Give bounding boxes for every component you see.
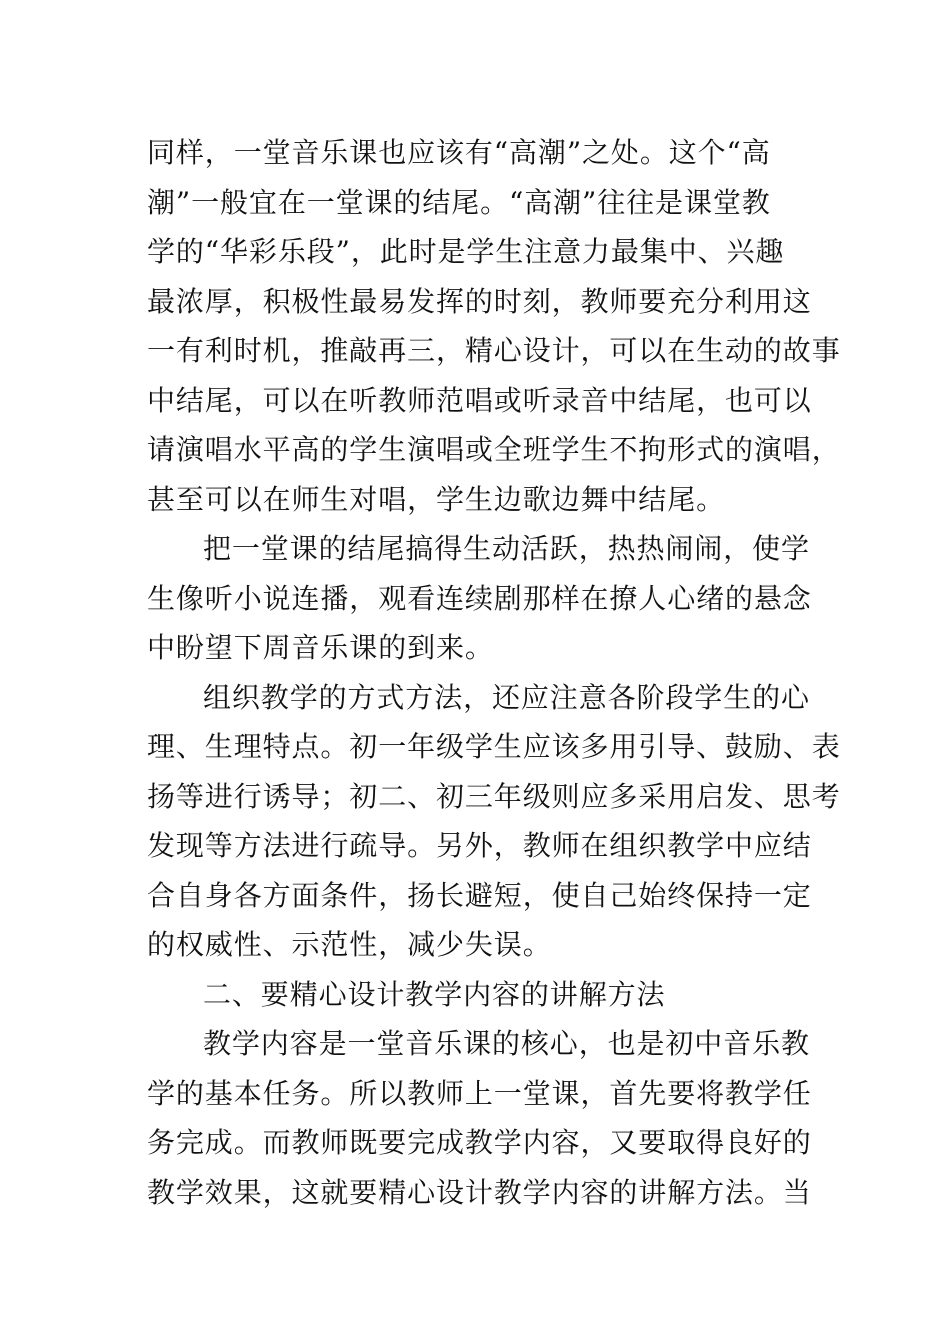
- text-line: 合自身各方面条件，扬长避短，使自己始终保持一定: [147, 878, 812, 912]
- text-line: 学的“华彩乐段”，此时是学生注意力最集中、兴趣: [147, 235, 785, 268]
- text-line: 甚至可以在师生对唱，学生边歌边舞中结尾。: [147, 482, 726, 516]
- text-line: 学的基本任务。所以教师上一堂课，首先要将教学任: [147, 1076, 812, 1110]
- text-line: 理、生理特点。初一年级学生应该多用引导、鼓励、表: [147, 730, 841, 763]
- text-line: 最浓厚，积极性最易发挥的时刻，教师要充分利用这: [147, 284, 812, 318]
- paragraph-first-line: 把一堂课的结尾搞得生动活跃，热热闹闹，使学: [203, 532, 810, 565]
- paragraph-first-line: 教学内容是一堂音乐课的核心，也是初中音乐教: [203, 1027, 810, 1060]
- text-line: 同样，一堂音乐课也应该有“高潮”之处。这个“高: [147, 136, 771, 169]
- text-line: 的权威性、示范性，减少失误。: [147, 928, 552, 961]
- text-line: 中盼望下周音乐课的到来。: [147, 631, 494, 664]
- text-line: 一有利时机，推敲再三，精心设计，可以在生动的故事: [147, 334, 841, 367]
- text-line: 中结尾，可以在听教师范唱或听录音中结尾，也可以: [147, 383, 812, 417]
- section-heading: 二、要精心设计教学内容的讲解方法: [203, 977, 666, 1011]
- text-line: 潮”一般宜在一堂课的结尾。“高潮”往往是课堂教: [147, 185, 771, 219]
- text-line: 发现等方法进行疏导。另外，教师在组织教学中应结: [147, 829, 812, 862]
- text-line: 教学效果，这就要精心设计教学内容的讲解方法。当: [147, 1175, 812, 1209]
- text-line: 生像听小说连播，观看连续剧那样在撩人心绪的悬念: [147, 581, 812, 615]
- text-line: 扬等进行诱导；初二、初三年级则应多采用启发、思考: [147, 779, 841, 813]
- body-text: [147, 128, 841, 1217]
- paragraph-first-line: 组织教学的方式方法，还应注意各阶段学生的心: [203, 680, 810, 714]
- text-line: 务完成。而教师既要完成教学内容，又要取得良好的: [147, 1126, 812, 1159]
- text-line: 请演唱水平高的学生演唱或全班学生不拘形式的演唱，: [147, 433, 841, 466]
